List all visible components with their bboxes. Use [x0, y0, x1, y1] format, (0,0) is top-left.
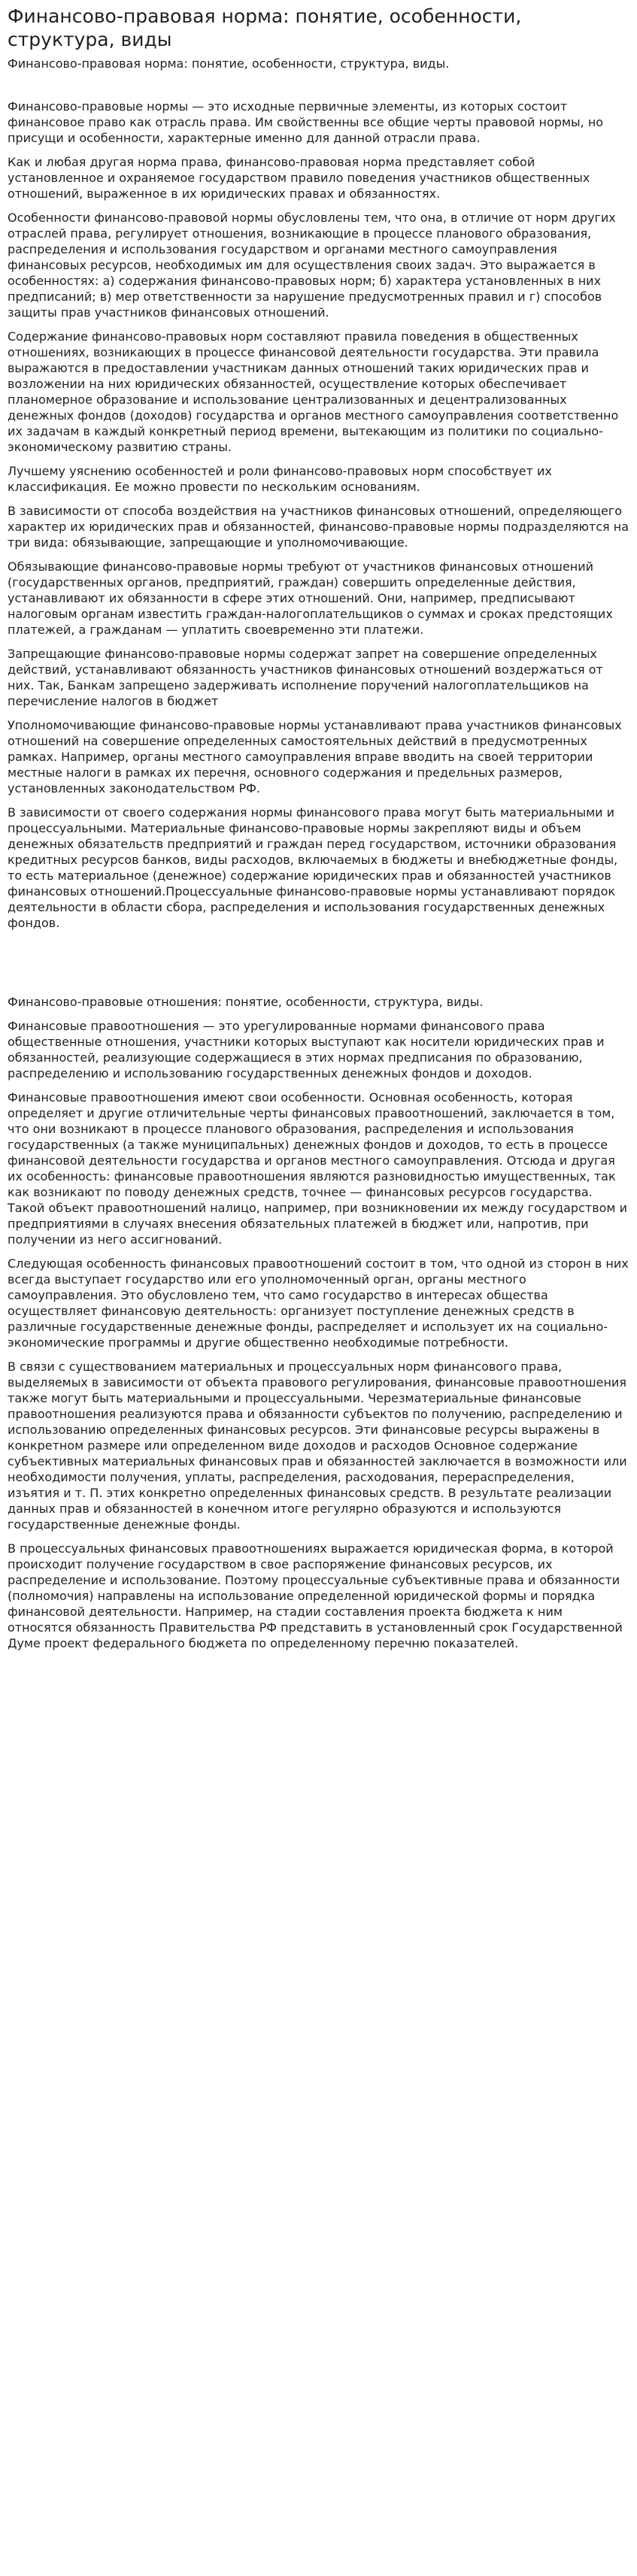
paragraph: Следующая особенность финансовых правоотношений состоит в том, что одной из сторон в них всегда выступает государство или его уполномоченный орган, органы местного самоуправления. Это обусловлено тем, что само государство в интересах общества осуществляет финансовую деятельность: организует поступление денежных средств в различные государственные денежные фонды, распределяет и использует их на социально-экономические программы и другие общественно необходимые потребности. — [8, 1256, 629, 1350]
article-subtitle: Финансово-правовая норма: понятие, особенности, структура, виды. — [8, 56, 450, 71]
paragraph: В зависимости от своего содержания нормы финансового права могут быть материальными и процессуальными. Материальные финансово-правовые нормы закрепляют виды и объем денежных обязательств предприятий и граждан перед государством, источники образования кредитных ресурсов банков, виды расходов, включаемых в бюджеты и внебюджетные фонды, то есть материальное (денежное) содержание юридических прав и обязанностей участников финансовых отношений.Процессуальные финансово-правовые нормы устанавливают порядок деятельности в области сбора, распределения и использования государственных денежных фондов. — [8, 805, 618, 930]
paragraph: В процессуальных финансовых правоотношениях выражается юридическая форма, в которой происходит получение государством в свое распоряжение финансовых ресурсов, их распределение и использование. Поэтому процессуальные субъективные права и обязанности (полномочия) направлены на использование определенной юридической формы и порядка финансовой деятельности. Например, на стадии составления проекта бюджета к ним относятся обязанность Правительства РФ представить в установленный срок Государственной Думе проект федерального бюджета по определенному перечню показателей. — [8, 1541, 623, 1650]
paragraph: Запрещающие финансово-правовые нормы содержат запрет на совершение определенных действий, устанавливают обязанность участников финансовых отношений воздержаться от них. Так, Банкам запрещено задерживать исполнение поручений налогоплательщиков на перечисление налогов в бюджет — [8, 647, 603, 708]
paragraph: В связи с существованием материальных и процессуальных норм финансового права, выделяемых в зависимости от объекта правового регулирования, финансовые правоотношения также могут быть материальными и процессуальными. Черезматериальные финансовые правоотношения реализуются права и обязанности субъектов по получению, распределению и использованию определенных финансовых ресурсов. Эти финансовые ресурсы выражены в конкретном размере или определенном виде доходов и расходов Основное содержание субъективных материальных финансовых прав и обязанностей заключается в возможности или необходимости получения, уплаты, распределения, расходования, перераспределения, изъятия и т. П. этих конкретно определенных финансовых средств. В результате реализации данных прав и обязанностей в конечном итоге регулярно образуются и используются государственные денежные фонды. — [8, 1359, 627, 1532]
paragraph: Лучшему уяснению особенностей и роли финансово-правовых норм способствует их классификация. Ее можно провести по нескольким основаниям. — [8, 464, 552, 494]
article-title: Финансово-правовая норма: понятие, особенности, структура, виды — [8, 5, 522, 50]
paragraph: Содержание финансово-правовых норм составляют правила поведения в общественных отношениях, возникающих в процессе финансовой деятельности государства. Эти правила выражаются в предоставлении участникам данных отношений таких юридических прав и возложении на них юридических обязанностей, осуществление которых обеспечивает планомерное образование и использование централизованных и децентрализованных денежных фондов (доходов) государства и органов местного самоуправления соответственно их задачам в каждый конкретный период времени, вытекающим из политики по социально-экономическому развитию страны. — [8, 329, 619, 454]
paragraph: Особенности финансово-правовой нормы обусловлены тем, что она, в отличие от норм других отраслей права, регулирует отношения, возникающие в процессе планового образования, распределения и использования государством и органами местного самоуправления финансовых ресурсов, необходимых им для осуществления своих задач. Это выражается в особенностях: а) содержания финансово-правовых норм; б) характера установленных в них предписаний; в) мер ответственности за нарушение предусмотренных правил и г) способов защиты прав участников финансовых отношений. — [8, 211, 616, 320]
paragraph: Как и любая другая норма права, финансово-правовая норма представляет собой установленное и охраняемое государством правило поведения участников общественных отношений, выраженное в их юридических правах и обязанностях. — [8, 155, 590, 201]
paragraph: Финансовые правоотношения — это урегулированные нормами финансового права общественные отношения, участники которых выступают как носители юридических прав и обязанностей, реализующие содержащиеся в этих нормах предписания по образованию, распределению и использованию государственных денежных фондов и доходов. — [8, 1019, 605, 1080]
paragraph: В зависимости от способа воздействия на участников финансовых отношений, определяющего характер их юридических прав и обязанностей, финансово-правовые нормы подразделяются на три вида: обязывающие, запрещающие и уполномочивающие. — [8, 504, 629, 550]
paragraph: Финансовые правоотношения имеют свои особенности. Основная особенность, которая определяет и другие отличительные черты финансовых правоотношений, заключается в том, что они возникают в процессе планового образования, распределения и использования государственных (а также муниципальных) денежных фондов и доходов, то есть в процессе финансовой деятельности государства и органов местного самоуправления. Отсюда и другая их особенность: финансовые правоотношения являются разновидностью имущественных, так как возникают по поводу денежных средств, точнее — финансовых ресурсов государства. Такой объект правоотношений налицо, например, при возникновении их между государством и предприятиями в случаях внесения обязательных платежей в бюджет или, напротив, при получении из него ассигнований. — [8, 1090, 627, 1247]
section-title: Финансово-правовые отношения: понятие, особенности, структура, виды. — [8, 995, 484, 1009]
paragraph: Финансово-правовые нормы — это исходные первичные элементы, из которых состоит финансовое право как отрасль права. Им свойственны все общие черты правовой нормы, но присущи и особенности, характерные именно для данной отрасли права. — [8, 99, 604, 145]
paragraph: Уполномочивающие финансово-правовые нормы устанавливают права участников финансовых отношений на совершение определенных самостоятельных действий в предусмотренных рамках. Например, органы местного самоуправления вправе вводить на своей территории местные налоги в рамках их перечня, основного содержания и предельных размеров, установленных законодательством РФ. — [8, 718, 622, 796]
paragraph: Обязывающие финансово-правовые нормы требуют от участников финансовых отношений (государственных органов, предприятий, граждан) совершить определенные действия, устанавливают их обязанности в сфере этих отношений. Они, например, предписывают налоговым органам известить граждан-налогоплательщиков о суммах и сроках предстоящих платежей, а гражданам — уплатить своевременно эти платежи. — [8, 559, 613, 637]
